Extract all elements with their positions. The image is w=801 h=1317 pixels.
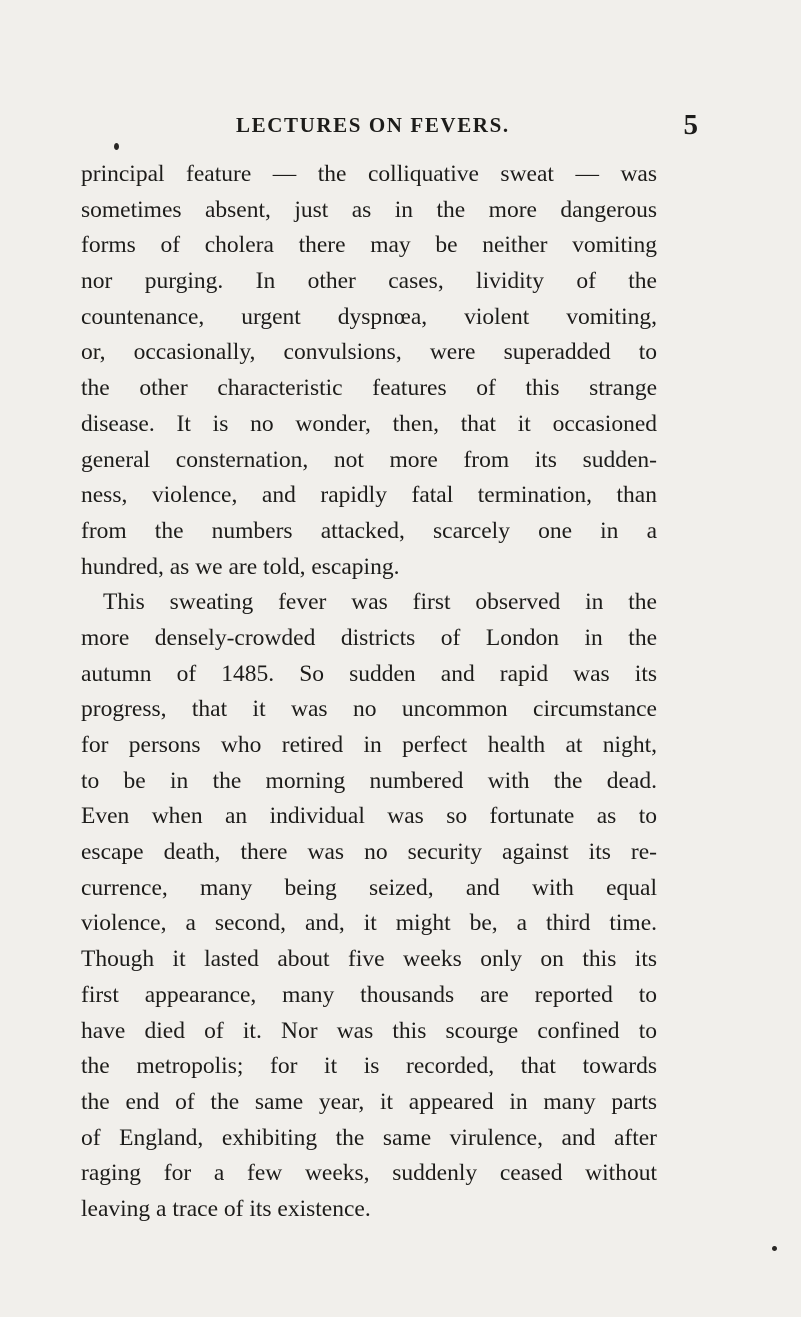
text-line: raging for a few weeks, suddenly ceased without xyxy=(81,1160,657,1187)
running-title: LECTURES ON FEVERS. xyxy=(236,113,510,137)
text-line: the metropolis; for it is recorded, that towards xyxy=(81,1053,657,1080)
text-line: the end of the same year, it appeared in many parts xyxy=(81,1088,657,1115)
ink-speck xyxy=(114,143,119,150)
text-line: of England, exhibiting the same virulence, and after xyxy=(81,1124,657,1151)
text-line: hundred, as we are told, escaping. xyxy=(81,553,400,580)
text-line: currence, many being seized, and with equal xyxy=(81,874,657,901)
text-line: countenance, urgent dyspnœa, violent vomiting, xyxy=(81,303,657,330)
text-line: This sweating fever was first observed in the xyxy=(103,589,657,616)
text-line: first appearance, many thousands are reported to xyxy=(81,981,657,1008)
text-line: or, occasionally, convulsions, were superadded to xyxy=(81,339,657,366)
text-line: escape death, there was no security against its re- xyxy=(81,839,657,866)
text-line: for persons who retired in perfect health at night, xyxy=(81,732,657,758)
text-line: Though it lasted about five weeks only on this its xyxy=(81,946,657,973)
text-line: progress, that it was no uncommon circumstance xyxy=(81,696,657,723)
text-line: general consternation, not more from its sudden- xyxy=(81,446,657,473)
text-line: leaving a trace of its existence. xyxy=(81,1195,371,1222)
text-line: autumn of 1485. So sudden and rapid was its xyxy=(81,660,657,687)
text-line: more densely-crowded districts of London in the xyxy=(81,624,657,651)
text-line: disease. It is no wonder, then, that it occasioned xyxy=(81,410,657,437)
text-line: to be in the morning numbered with the dead. xyxy=(81,767,657,794)
text-line: forms of cholera there may be neither vomiting xyxy=(81,232,657,259)
text-line: violence, a second, and, it might be, a third time. xyxy=(81,910,657,937)
text-line: sometimes absent, just as in the more dangerous xyxy=(81,196,657,223)
text-line: ness, violence, and rapidly fatal termination, than xyxy=(81,482,657,509)
text-line: the other characteristic features of this strange xyxy=(81,375,657,402)
ink-speck xyxy=(772,1246,777,1251)
running-head xyxy=(236,109,698,141)
text-line: Even when an individual was so fortunate as to xyxy=(81,803,657,830)
text-line: principal feature — the colliquative sweat — was xyxy=(81,161,657,187)
page-number: 5 xyxy=(683,109,698,141)
text-line: have died of it. Nor was this scourge confined to xyxy=(81,1017,657,1044)
text-line: nor purging. In other cases, lividity of the xyxy=(81,268,657,295)
text-line: from the numbers attacked, scarcely one in a xyxy=(81,517,657,544)
body-text xyxy=(81,157,657,1228)
